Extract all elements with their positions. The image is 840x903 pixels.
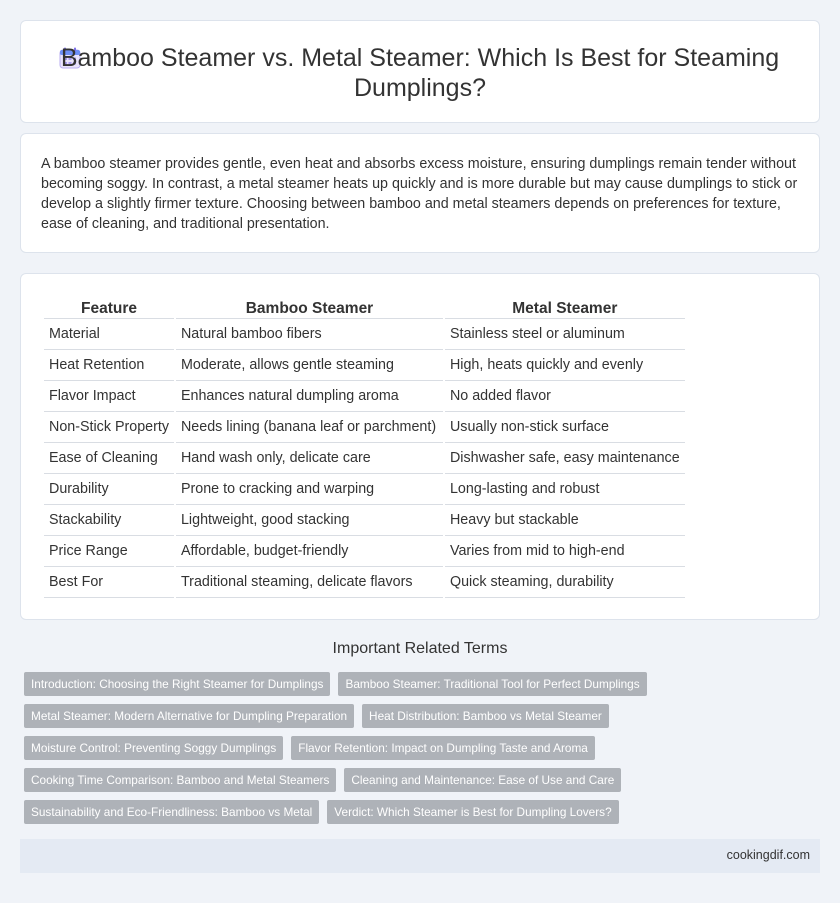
header-metal: Metal Steamer xyxy=(445,297,685,319)
header-feature: Feature xyxy=(44,297,174,319)
cell-feature: Material xyxy=(44,319,174,350)
related-term-tag[interactable]: Sustainability and Eco-Friendliness: Bamboo vs Metal xyxy=(24,800,319,824)
related-term-tag[interactable]: Cleaning and Maintenance: Ease of Use and Care xyxy=(344,768,621,792)
tag-row xyxy=(24,768,824,792)
tag-row xyxy=(24,672,824,696)
cell-feature: Price Range xyxy=(44,536,174,567)
footer xyxy=(20,839,820,873)
footer-site[interactable]: cookingdif.com xyxy=(726,848,810,862)
comparison-table-card xyxy=(20,273,820,620)
cell-metal: Dishwasher safe, easy maintenance xyxy=(445,443,685,474)
cell-bamboo: Moderate, allows gentle steaming xyxy=(176,350,443,381)
related-term-tag[interactable]: Introduction: Choosing the Right Steamer for Dumplings xyxy=(24,672,330,696)
cell-bamboo: Needs lining (banana leaf or parchment) xyxy=(176,412,443,443)
cell-bamboo: Hand wash only, delicate care xyxy=(176,443,443,474)
table-row xyxy=(44,319,685,350)
cell-metal: Stainless steel or aluminum xyxy=(445,319,685,350)
related-terms-heading: Important Related Terms xyxy=(332,640,508,657)
cell-feature: Heat Retention xyxy=(44,350,174,381)
cell-metal: Varies from mid to high-end xyxy=(445,536,685,567)
related-term-tag[interactable]: Verdict: Which Steamer is Best for Dumpling Lovers? xyxy=(327,800,618,824)
cell-feature: Durability xyxy=(44,474,174,505)
cell-bamboo: Traditional steaming, delicate flavors xyxy=(176,567,443,598)
cell-metal: Heavy but stackable xyxy=(445,505,685,536)
related-term-tag[interactable]: Metal Steamer: Modern Alternative for Dumpling Preparation xyxy=(24,704,354,728)
table-row xyxy=(44,381,685,412)
table-row xyxy=(44,412,685,443)
cell-bamboo: Lightweight, good stacking xyxy=(176,505,443,536)
cell-bamboo: Natural bamboo fibers xyxy=(176,319,443,350)
header-bamboo: Bamboo Steamer xyxy=(176,297,443,319)
cell-bamboo: Prone to cracking and warping xyxy=(176,474,443,505)
related-terms-list xyxy=(24,672,824,832)
tag-row xyxy=(24,704,824,728)
page-title: Bamboo Steamer vs. Metal Steamer: Which Is Best for Steaming Dumplings? xyxy=(60,44,780,102)
cell-feature: Non-Stick Property xyxy=(44,412,174,443)
related-term-tag[interactable]: Flavor Retention: Impact on Dumpling Taste and Aroma xyxy=(291,736,595,760)
cell-feature: Flavor Impact xyxy=(44,381,174,412)
table-header-row xyxy=(44,297,685,319)
cell-metal: No added flavor xyxy=(445,381,685,412)
cell-metal: Quick steaming, durability xyxy=(445,567,685,598)
table-row xyxy=(44,567,685,598)
cell-feature: Ease of Cleaning xyxy=(44,443,174,474)
related-term-tag[interactable]: Bamboo Steamer: Traditional Tool for Perfect Dumplings xyxy=(338,672,646,696)
comparison-table xyxy=(42,297,687,598)
cell-feature: Best For xyxy=(44,567,174,598)
cell-feature: Stackability xyxy=(44,505,174,536)
cell-metal: Usually non-stick surface xyxy=(445,412,685,443)
title-card xyxy=(20,20,820,123)
summary-text: A bamboo steamer provides gentle, even heat and absorbs excess moisture, ensuring dumplings remain tender without becoming soggy. In contrast, a metal steamer heats up quickly and is more durable but may cause dumplings to stick or develop a slightly firmer texture. Choosing between bamboo and metal steamers depends on preferences for texture, ease of cleaning, and traditional presentation. xyxy=(41,156,798,232)
cell-metal: High, heats quickly and evenly xyxy=(445,350,685,381)
summary-card xyxy=(20,133,820,253)
cell-bamboo: Affordable, budget-friendly xyxy=(176,536,443,567)
related-term-tag[interactable]: Moisture Control: Preventing Soggy Dumplings xyxy=(24,736,283,760)
table-row xyxy=(44,350,685,381)
cell-bamboo: Enhances natural dumpling aroma xyxy=(176,381,443,412)
table-row xyxy=(44,536,685,567)
cell-metal: Long-lasting and robust xyxy=(445,474,685,505)
table-row xyxy=(44,474,685,505)
table-row xyxy=(44,505,685,536)
related-term-tag[interactable]: Cooking Time Comparison: Bamboo and Metal Steamers xyxy=(24,768,336,792)
table-row xyxy=(44,443,685,474)
tag-row xyxy=(24,800,824,824)
tag-row xyxy=(24,736,824,760)
related-term-tag[interactable]: Heat Distribution: Bamboo vs Metal Steamer xyxy=(362,704,609,728)
